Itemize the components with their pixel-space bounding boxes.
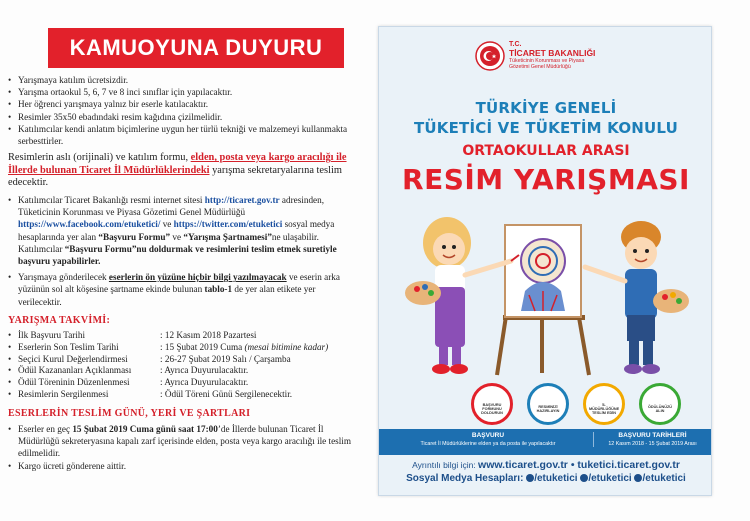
submission-text: Resimlerin aslı (orijinali) ve katılım formu, bbox=[8, 152, 191, 164]
schedule-value-text: : Ödül Töreni Günü Sergilenecektir. bbox=[160, 389, 293, 400]
web-text: ne ulaşabilir. Katılımcılar bbox=[18, 231, 319, 254]
schedule-value-text: : 12 Kasım 2018 Pazartesi bbox=[160, 330, 257, 341]
poster-footer bbox=[379, 459, 712, 484]
step-label: İL MÜDÜRLÜĞÜNE TESLİM EDİN bbox=[589, 402, 620, 416]
ministry-name-block bbox=[509, 41, 639, 70]
schedule-note: (mesai bitimine kadar) bbox=[244, 341, 329, 352]
step-label: BAŞVURU FORMUNU DOLDURUN bbox=[481, 402, 503, 416]
rule-item: • Yarışmaya katılım ücretsizdir. bbox=[8, 74, 360, 86]
ministry-name: TİCARET BAKANLIĞI bbox=[509, 48, 596, 58]
schedule-row bbox=[8, 354, 328, 366]
schedule-row bbox=[8, 330, 328, 342]
ministry-sub: Tüketicinin Korunması ve Piyasa Gözetimi Genel Müdürlüğü bbox=[509, 58, 585, 71]
announcement-banner: KAMUOYUNA DUYURU bbox=[48, 28, 344, 68]
web-text: Katılımcılar Ticaret Bakanlığı resmi internet sitesi bbox=[18, 195, 205, 205]
schedule-key: • Seçici Kurul Değerlendirmesi bbox=[8, 354, 158, 366]
twitter-link[interactable]: https://twitter.com/etuketici bbox=[173, 219, 283, 230]
schedule-table bbox=[8, 330, 328, 401]
easel-icon bbox=[497, 225, 589, 375]
form-name: “Başvuru Formu” bbox=[98, 231, 171, 242]
schedule-title: YARIŞMA TAKVİMİ: bbox=[8, 314, 111, 326]
poster-title-line2: TÜKETİCİ VE TÜKETİM KONULU bbox=[413, 119, 679, 137]
schedule-row bbox=[8, 377, 328, 389]
delivery-deadline: 15 Şubat 2019 Cuma günü saat 17:00 bbox=[72, 424, 218, 435]
ministry-tc: T.C. bbox=[509, 41, 522, 48]
web-text: adresinden, Tüketicinin Korunması ve Piyasa Gözetimi Genel Müdürlüğü bbox=[18, 195, 325, 218]
application-heading: BAŞVURU bbox=[471, 432, 505, 439]
schedule-key: • Ödül Kazananları Açıklanması bbox=[8, 365, 158, 377]
schedule-value-text: : 15 Şubat 2019 Cuma bbox=[160, 341, 245, 352]
announcement-content bbox=[8, 74, 360, 472]
rule-underlined: eserlerin ön yüzüne hiçbir bilgi yazılmayacak bbox=[108, 272, 287, 283]
social-line bbox=[379, 473, 712, 484]
painting-kids-illustration bbox=[379, 203, 712, 383]
application-sub: Ticaret İl Müdürlüklerine elden ya da posta ile yapılacaktır bbox=[420, 441, 556, 447]
web-text: sosyal medya hesaplarında yer alan bbox=[18, 219, 335, 242]
schedule-value-text: : 26-27 Şubat 2019 Salı / Çarşamba bbox=[160, 353, 291, 364]
instagram-handle[interactable]: /etuketici bbox=[642, 473, 686, 484]
schedule-value bbox=[158, 354, 328, 366]
boy-painter-icon bbox=[585, 221, 689, 374]
step-award bbox=[639, 383, 681, 425]
schedule-value-text: : Ayrıca Duyurulacaktır. bbox=[160, 365, 249, 376]
web-info-item bbox=[8, 194, 360, 267]
step-label: ÖDÜLÜNÜZÜ ALIN bbox=[647, 404, 673, 413]
poster-title-line4: RESİM YARIŞMASI bbox=[402, 163, 690, 196]
step-label: RESMİNİZİ HAZIRLAYIN bbox=[536, 404, 560, 413]
step-deliver bbox=[583, 383, 625, 425]
delivery-list bbox=[8, 423, 360, 472]
table-ref: tablo-1 bbox=[204, 284, 233, 295]
schedule-key: • Eserlerin Son Teslim Tarihi bbox=[8, 342, 158, 354]
site-link-main[interactable]: www.ticaret.gov.tr bbox=[478, 459, 568, 471]
submission-text-end: yarışma sekretaryalarına teslim edecektir. bbox=[8, 164, 342, 189]
schedule-value bbox=[158, 377, 328, 389]
rule-text: ve eserin arka yüzünün sol alt köşesine şartname ekinde bulunan bbox=[18, 272, 340, 295]
rule-item: • Yarışma ortaokul 5, 6, 7 ve 8 inci sınıflar için yapılacaktır. bbox=[8, 86, 360, 98]
step-form bbox=[471, 383, 513, 425]
info-separator: • bbox=[567, 459, 578, 471]
schedule-row bbox=[8, 365, 328, 377]
schedule-key: • Resimlerin Sergilenmesi bbox=[8, 389, 158, 401]
delivery-title: ESERLERİN TESLİM GÜNÜ, YERİ VE ŞARTLARI bbox=[8, 407, 251, 419]
spec-name: “Yarışma Şartnamesi” bbox=[183, 231, 272, 242]
ministry-seal-icon bbox=[475, 41, 505, 71]
rule-text: Yarışmaya gönderilecek bbox=[18, 272, 109, 283]
delivery-text: ’de İllerde bulunan Ticaret İl Müdürlüğü sekreteryasına kapalı zarf içerisinde elden, posta veya kargo aracılığı ile teslim edilmelidir. bbox=[18, 424, 352, 459]
rule-item: • Resimler 35x50 ebadındaki resim kağıdına çizilmelidir. bbox=[8, 111, 360, 123]
web-text: ve bbox=[160, 219, 174, 230]
facebook-icon bbox=[526, 474, 534, 482]
competition-poster bbox=[378, 26, 712, 496]
schedule-value bbox=[158, 389, 328, 401]
artwork-rule-item bbox=[8, 271, 360, 308]
schedule-row bbox=[8, 342, 328, 354]
facebook-handle[interactable]: /etuketici bbox=[534, 473, 578, 484]
ticaret-link[interactable]: http://ticaret.gov.tr bbox=[204, 195, 280, 205]
facebook-link[interactable]: https://www.facebook.com/etuketici/ bbox=[18, 219, 161, 230]
rule-item: • Katılımcılar kendi anlatım biçimlerine uygun her türlü tekniği ve malzemeyi kullanmakta serbesttirler. bbox=[8, 123, 360, 147]
application-column bbox=[383, 432, 593, 447]
application-steps bbox=[471, 383, 685, 425]
poster-title-line1: TÜRKİYE GENELİ bbox=[475, 99, 617, 117]
schedule-value bbox=[158, 330, 328, 342]
social-label: Sosyal Medya Hesapları: bbox=[406, 473, 524, 484]
dates-column bbox=[593, 432, 711, 447]
schedule-row bbox=[8, 389, 328, 401]
application-info-bar bbox=[379, 429, 712, 455]
announcement-column bbox=[8, 22, 360, 517]
rule-text: de yer alan etikete yer verilecektir. bbox=[18, 284, 316, 307]
submission-highlight: elden, posta veya kargo aracılığı ile İllerde bulunan Ticaret İl Müdürlüklerindeki bbox=[8, 152, 347, 176]
submission-paragraph bbox=[8, 152, 360, 190]
poster-title-line3: ORTAOKULLAR ARASI bbox=[462, 143, 630, 159]
schedule-value-text: : Ayrıca Duyurulacaktır. bbox=[160, 377, 249, 388]
rule-item: • Her öğrenci yarışmaya yalnız bir eserle katılacaktır. bbox=[8, 98, 360, 110]
dates-sub: 12 Kasım 2018 - 15 Şubat 2019 Arası bbox=[608, 441, 697, 447]
dates-heading: BAŞVURU TARİHLERİ bbox=[618, 432, 687, 439]
info-label: Ayrıntılı bilgi için: bbox=[412, 460, 479, 470]
schedule-key: • İlk Başvuru Tarihi bbox=[8, 330, 158, 342]
twitter-handle[interactable]: /etuketici bbox=[588, 473, 632, 484]
step-paint bbox=[527, 383, 569, 425]
schedule-value bbox=[158, 342, 328, 354]
delivery-item bbox=[8, 423, 360, 460]
application-instruction: “Başvuru Formu”nu doldurmak ve resimlerini teslim etmek suretiyle başvuru yapabilirler. bbox=[18, 243, 337, 267]
delivery-text: Eserler en geç bbox=[18, 424, 73, 435]
web-text: ve bbox=[170, 231, 184, 242]
info-line bbox=[379, 459, 712, 471]
web-info-list bbox=[8, 194, 360, 308]
schedule-value bbox=[158, 365, 328, 377]
site-link-consumer[interactable]: tuketici.ticaret.gov.tr bbox=[577, 459, 680, 471]
delivery-item: • Kargo ücreti gönderene aittir. bbox=[8, 460, 360, 472]
rules-list bbox=[8, 74, 360, 147]
schedule-key: • Ödül Töreninin Düzenlenmesi bbox=[8, 377, 158, 389]
